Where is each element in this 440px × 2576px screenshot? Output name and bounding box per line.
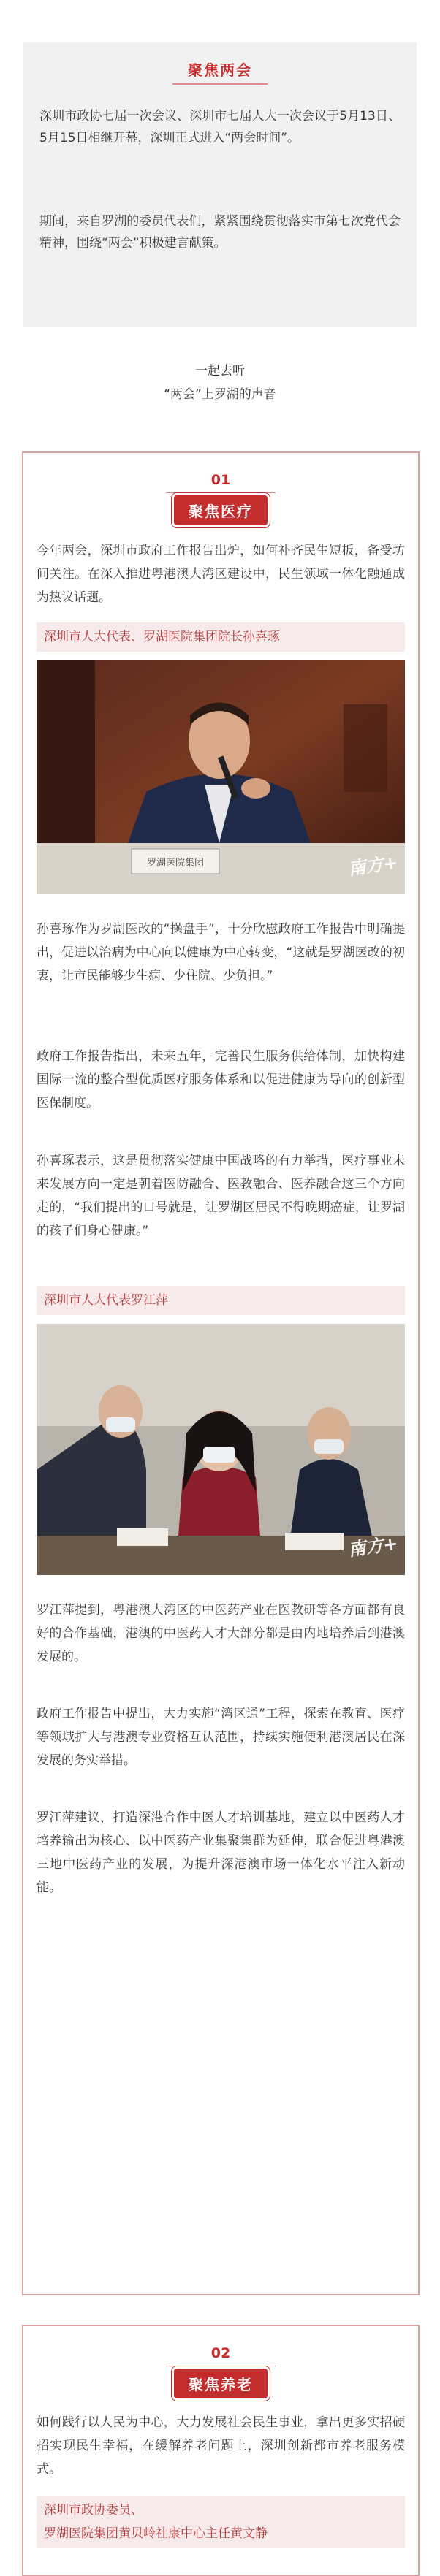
luo-paragraph-2: 政府工作报告中提出，大力实施“湾区通”工程，探索在教育、医疗等领域扩大与港澳专业资格互认范围，持续实施便利港澳居民在深发展的务实举措。 — [37, 1707, 405, 1768]
speaker-photo-sun — [37, 660, 405, 894]
speaker-label-line-1: 深圳市政协委员、 — [44, 2503, 143, 2518]
intro-paragraph-2: 期间，来自罗湖的委员代表们，紧紧围绕贯彻落实市第七次党代会精神，围绕“两会”积极建言献策。 — [39, 214, 401, 251]
watermark-logo-2: 南方+ — [346, 1533, 399, 1561]
together-line-2: “两会”上罗湖的声音 — [164, 387, 276, 402]
luo-paragraph-3: 罗江萍建议，打造深港合作中医人才培训基地，建立以中医药人才培养输出为核心、以中医药产业集聚集群为延伸，联合促进粤港澳三地中医药产业的发展，为提升深港澳市场一体化水平注入新动能。 — [37, 1810, 405, 1895]
speaker-photo-luo — [37, 1324, 405, 1575]
together-caption — [0, 359, 440, 406]
section-elderly-care — [22, 2325, 420, 2576]
photo-nameplate: 罗湖医院集团 — [146, 858, 205, 869]
section-number-line — [166, 492, 276, 493]
speaker-label-2: 深圳市人大代表罗江萍 — [37, 1286, 405, 1315]
sun-paragraph-3: 孙喜琢表示，这是贯彻落实健康中国战略的有力举措，医疗事业未来发展方向一定是朝着医防融合、医教融合、医养融合这三个方向走的，“我们提出的口号就是，让罗湖区居民不得晚期癌症，让罗湖的孩子们身心健康。” — [37, 1154, 405, 1238]
intro-title-underline — [172, 83, 268, 85]
section-intro-paragraph: 如何践行以人民为中心，大力发展社会民生事业，拿出更多实招硬招实现民生幸福，在缓解养老问题上，深圳创新都市养老服务模式。 — [37, 2415, 405, 2477]
section-number: 01 — [210, 472, 231, 488]
section-title-badge: 聚焦医疗 — [174, 495, 268, 525]
sun-paragraph-2: 政府工作报告指出，未来五年，完善民生服务供给体制，加快构建国际一流的整合型优质医疗服务体系和以促进健康为导向的创新型医保制度。 — [37, 1049, 405, 1110]
watermark-logo: 南方+ — [346, 852, 399, 880]
speaker-label-line-2: 罗湖医院集团黄贝岭社康中心主任黄文静 — [44, 2526, 268, 2541]
speaker-label — [37, 2496, 405, 2548]
sun-paragraph-1: 孙喜琢作为罗湖医改的“操盘手”，十分欣慰政府工作报告中明确提出，促进以治病为中心向以健康为中心转变，“这就是罗湖医改的初衷，让市民能够少生病、少住院、少负担。” — [37, 922, 405, 983]
section-number: 02 — [210, 2345, 231, 2361]
section-title-badge: 聚焦养老 — [174, 2369, 268, 2398]
intro-card — [23, 42, 417, 327]
intro-title: 聚焦两会 — [188, 61, 252, 79]
together-line-1: 一起去听 — [195, 364, 245, 378]
section-medical — [22, 451, 420, 2295]
intro-paragraph-1: 深圳市政协七届一次会议、深圳市七届人大一次会议于5月13日、5月15日相继开幕，深圳正式进入“两会时间”。 — [39, 109, 401, 145]
section-intro-paragraph: 今年两会，深圳市政府工作报告出炉，如何补齐民生短板，备受坊间关注。在深入推进粤港澳大湾区建设中，民生领域一体化融通成为热议话题。 — [37, 544, 405, 605]
speaker-label: 深圳市人大代表、罗湖医院集团院长孙喜琢 — [37, 622, 405, 652]
luo-paragraph-1: 罗江萍提到，粤港澳大湾区的中医药产业在医教研等各方面都有良好的合作基础，港澳的中医药人才大部分都是由内地培养后到港澳发展的。 — [37, 1603, 405, 1664]
